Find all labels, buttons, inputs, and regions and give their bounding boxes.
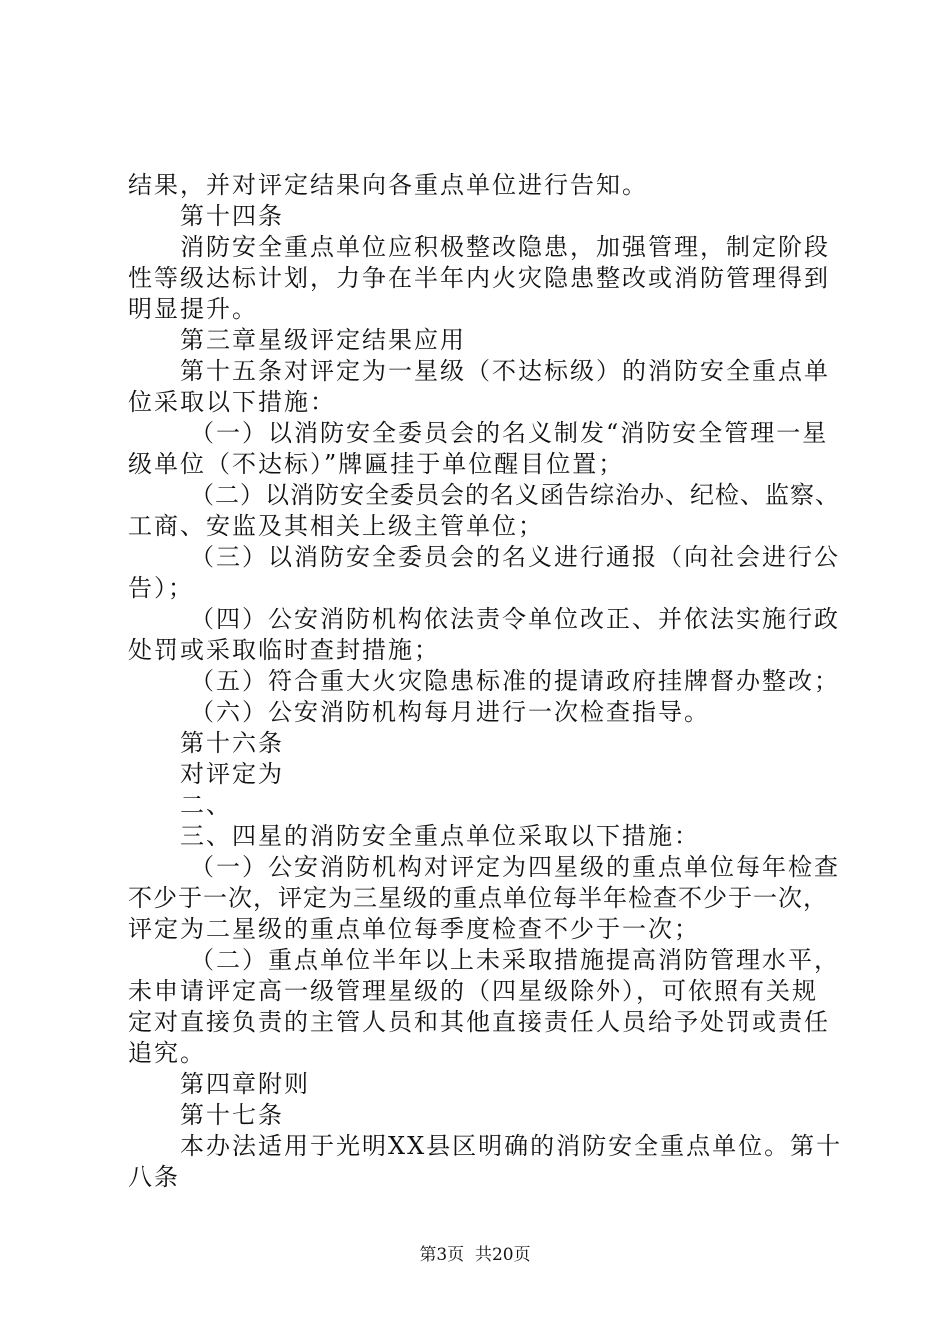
document-body [128,170,858,1193]
text-line: 二、 [180,791,232,819]
list-item: （六）公安消防机构每月进行一次检查指导。 [190,698,710,726]
list-item: （二）以消防安全委员会的名义函告综治办、纪检、监察、 [190,481,840,509]
text-line: 本办法适用于光明XX县区明确的消防安全重点单位。第十 [180,1132,843,1160]
text-line: 八条 [128,1163,180,1191]
list-item: （四）公安消防机构依法责令单位改正、并依法实施行政 [190,605,840,633]
chapter-heading: 第三章星级评定结果应用 [180,326,466,354]
text-line: 明显提升。 [128,295,258,323]
page-number-label: 第3页 共20页 [419,1245,531,1265]
text-line: 第十五条对评定为一星级（不达标级）的消防安全重点单 [180,357,830,385]
text-line: 消防安全重点单位应积极整改隐患，加强管理，制定阶段 [180,233,830,261]
text-line: 对评定为 [180,760,284,788]
text-line: 性等级达标计划，力争在半年内火灾隐患整改或消防管理得到 [128,264,830,292]
text-line: 追究。 [128,1039,206,1067]
article-heading: 第十四条 [180,202,284,230]
page-footer [0,1240,950,1265]
text-line: 结果，并对评定结果向各重点单位进行告知。 [128,171,648,199]
list-item: （五）符合重大火灾隐患标准的提请政府挂牌督办整改； [190,667,840,695]
text-line: 级单位（不达标）”牌匾挂于单位醒目位置； [128,450,625,478]
text-line: 未申请评定高一级管理星级的（四星级除外），可依照有关规 [128,977,818,1005]
text-line: 处罚或采取临时查封措施； [128,636,440,664]
list-item: （一）公安消防机构对评定为四星级的重点单位每年检查 [190,853,840,881]
article-heading: 第十六条 [180,729,284,757]
article-heading: 第十七条 [180,1101,284,1129]
text-line: 告）； [128,574,194,602]
list-item: （一）以消防安全委员会的名义制发“消防安全管理一星 [190,419,829,447]
text-line: 三、四星的消防安全重点单位采取以下措施： [180,822,700,850]
text-line: 位采取以下措施： [128,388,336,416]
text-line: 不少于一次，评定为三星级的重点单位每半年检查不少于一次， [128,884,828,912]
text-line: 定对直接负责的主管人员和其他直接责任人员给予处罚或责任 [128,1008,830,1036]
text-line: 工商、安监及其相关上级主管单位； [128,512,544,540]
list-item: （三）以消防安全委员会的名义进行通报（向社会进行公 [190,543,840,571]
chapter-heading: 第四章附则 [180,1070,310,1098]
list-item: （二）重点单位半年以上未采取措施提高消防管理水平， [190,946,840,974]
text-line: 评定为二星级的重点单位每季度检查不少于一次； [128,915,700,943]
